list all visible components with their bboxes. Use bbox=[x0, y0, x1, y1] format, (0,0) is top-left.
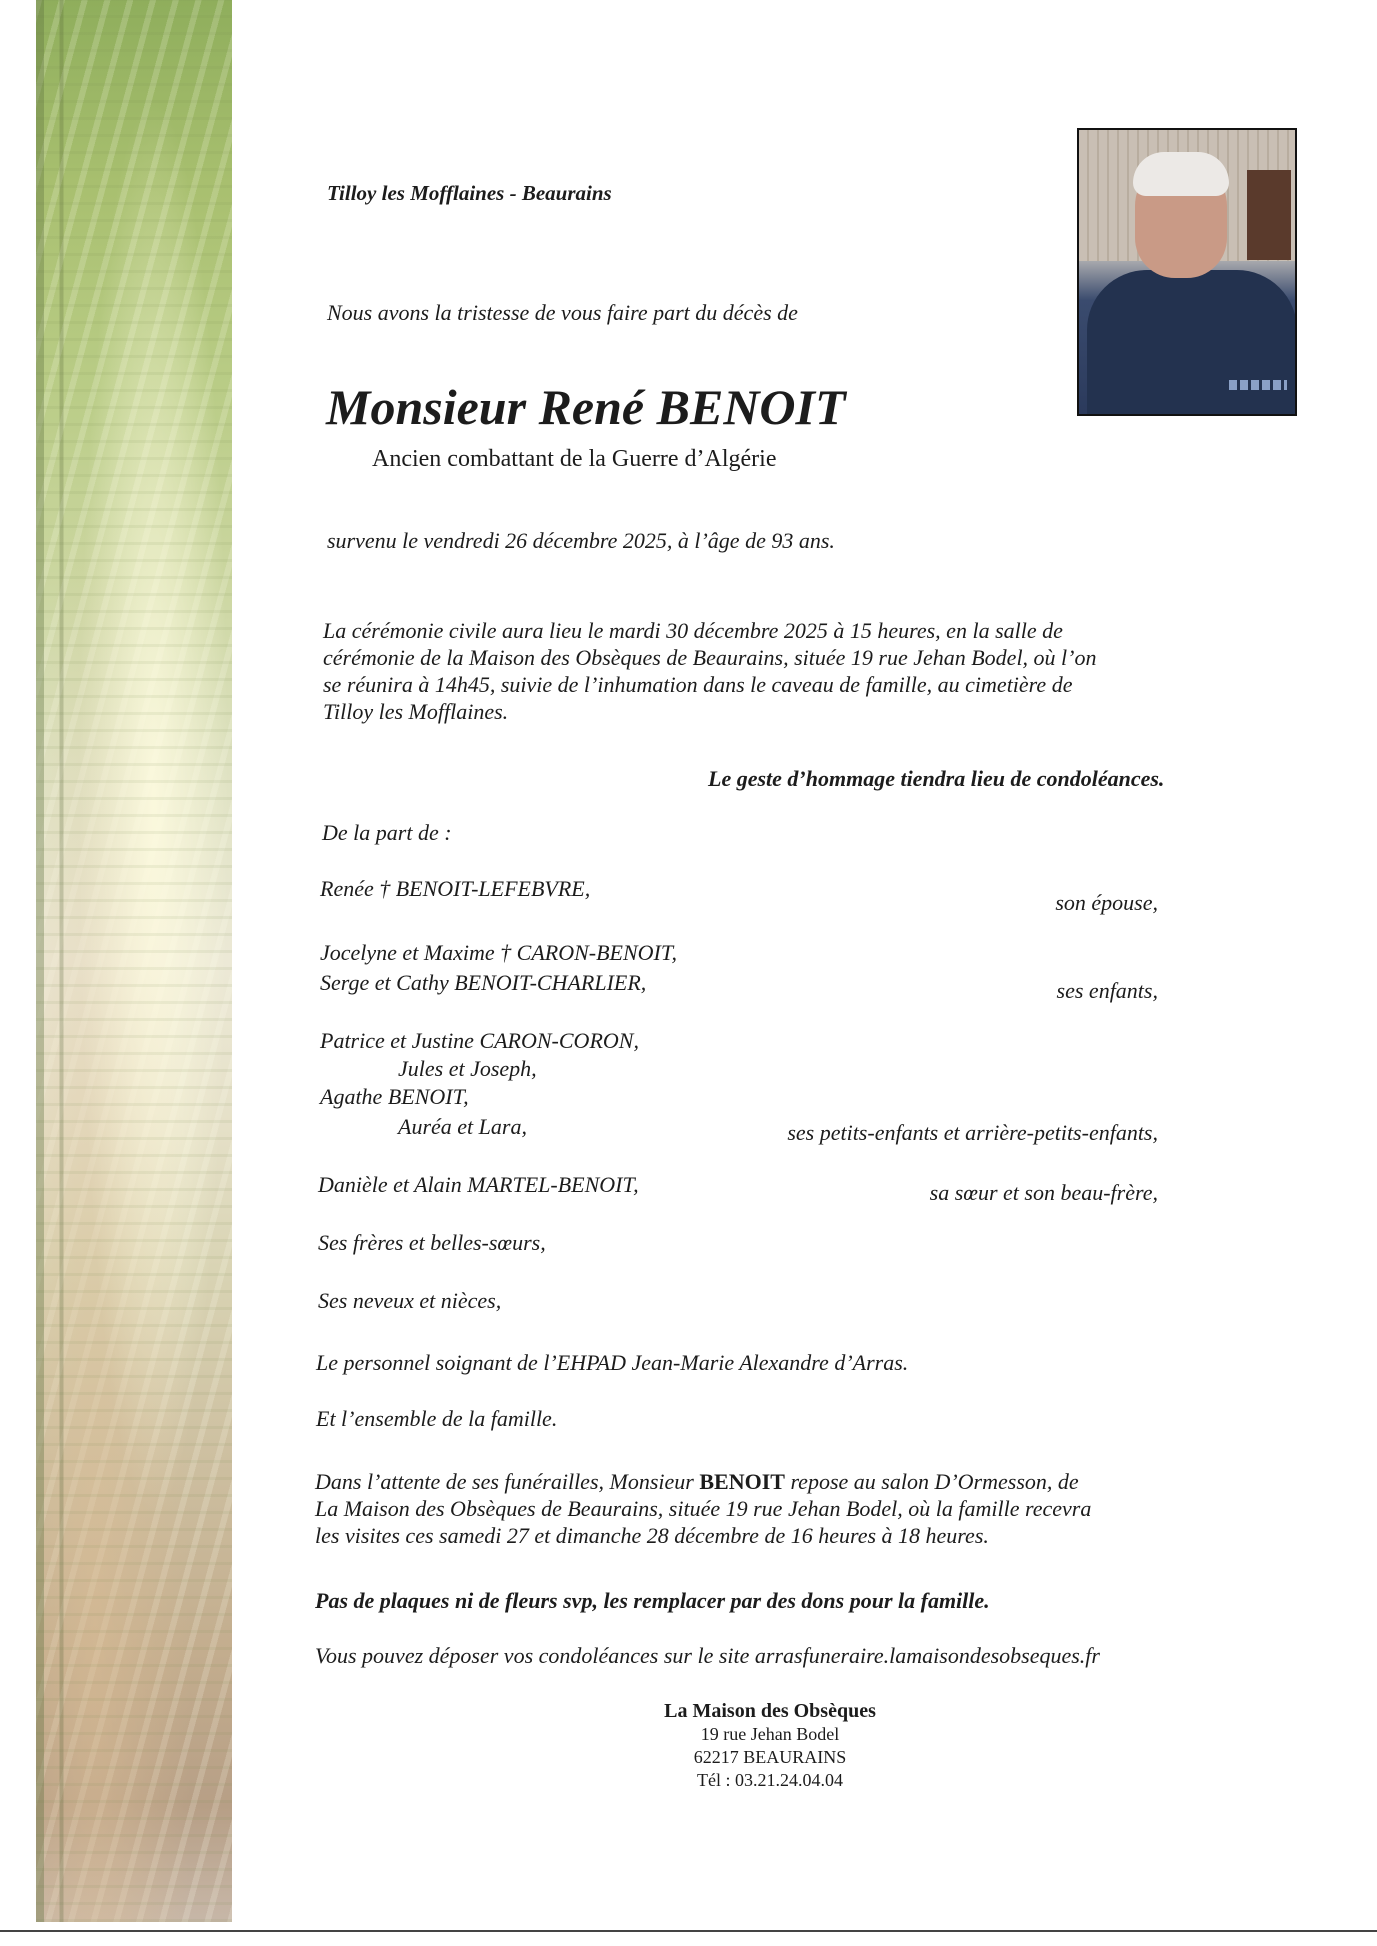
footer-street: 19 rue Jehan Bodel bbox=[700, 1724, 840, 1744]
photo-jacket-stripe bbox=[1229, 380, 1287, 390]
sister-role: sa sœur et son beau-frère, bbox=[929, 1180, 1158, 1205]
bottom-rule bbox=[0, 1930, 1377, 1932]
photo-hair bbox=[1133, 152, 1229, 196]
funeral-home-paragraph bbox=[315, 1468, 1091, 1549]
death-date: survenu le vendredi 26 décembre 2025, à l’âge de 93 ans. bbox=[327, 528, 835, 553]
children-role: ses enfants, bbox=[1056, 978, 1158, 1003]
portrait-photo bbox=[1077, 128, 1297, 416]
grandchildren-line-1: Patrice et Justine CARON-CORON, bbox=[320, 1028, 639, 1053]
funeral-line-3: les visites ces samedi 27 et dimanche 28 décembre de 16 heures à 18 heures. bbox=[315, 1523, 989, 1548]
funeral-home-footer bbox=[560, 1700, 980, 1792]
whole-family: Et l’ensemble de la famille. bbox=[316, 1406, 558, 1431]
photo-window bbox=[1247, 170, 1291, 260]
grandchildren-role: ses petits-enfants et arrière-petits-enfants, bbox=[787, 1120, 1158, 1145]
sister-name: Danièle et Alain MARTEL-BENOIT, bbox=[318, 1172, 639, 1197]
footer-title: La Maison des Obsèques bbox=[664, 1700, 876, 1722]
intro-text: Nous avons la tristesse de vous faire part du décès de bbox=[327, 300, 798, 325]
deceased-subtitle: Ancien combattant de la Guerre d’Algérie bbox=[372, 446, 777, 472]
ceremony-line: se réunira à 14h45, suivie de l’inhumation dans le caveau de famille, au cimetière de bbox=[323, 672, 1073, 697]
nephews-nieces: Ses neveux et nièces, bbox=[318, 1288, 502, 1313]
siblings-in-law: Ses frères et belles-sœurs, bbox=[318, 1230, 546, 1255]
greatgrandchildren-line-2: Auréa et Lara, bbox=[398, 1114, 527, 1139]
children-line-2: Serge et Cathy BENOIT-CHARLIER, bbox=[320, 970, 647, 995]
hommage-note: Le geste d’hommage tiendra lieu de condoléances. bbox=[708, 766, 1165, 791]
photo-jacket bbox=[1087, 270, 1297, 416]
footer-city: 62217 BEAURAINS bbox=[693, 1747, 847, 1767]
ceremony-line: Tilloy les Mofflaines. bbox=[323, 699, 509, 724]
funeral-line-1-end: repose au salon D’Ormesson, de bbox=[784, 1469, 1079, 1494]
forest-side-image bbox=[36, 0, 232, 1922]
deceased-surname: BENOIT bbox=[699, 1469, 785, 1494]
footer-phone: Tél : 03.21.24.04.04 bbox=[697, 1770, 843, 1790]
ceremony-line: cérémonie de la Maison des Obsèques de Beaurains, située 19 rue Jehan Bodel, où l’on bbox=[323, 645, 1097, 670]
funeral-line-1 bbox=[315, 1468, 1091, 1495]
from-label: De la part de : bbox=[322, 820, 452, 845]
ceremony-paragraph bbox=[323, 617, 1097, 725]
care-staff: Le personnel soignant de l’EHPAD Jean-Marie Alexandre d’Arras. bbox=[316, 1350, 909, 1375]
no-flowers-note: Pas de plaques ni de fleurs svp, les remplacer par des dons pour la famille. bbox=[315, 1588, 990, 1613]
spouse-role: son épouse, bbox=[1055, 890, 1158, 915]
condolences-note: Vous pouvez déposer vos condoléances sur le site arrasfuneraire.lamaisondesobseques.fr bbox=[315, 1643, 1100, 1668]
children-line-1: Jocelyne et Maxime † CARON-BENOIT, bbox=[320, 940, 677, 965]
funeral-line-2: La Maison des Obsèques de Beaurains, située 19 rue Jehan Bodel, où la famille recevra bbox=[315, 1496, 1092, 1521]
place-heading: Tilloy les Mofflaines - Beaurains bbox=[327, 181, 612, 205]
ceremony-line: La cérémonie civile aura lieu le mardi 30 décembre 2025 à 15 heures, en la salle de bbox=[323, 618, 1063, 643]
deceased-name: Monsieur René BENOIT bbox=[326, 379, 846, 435]
grandchildren-line-2: Agathe BENOIT, bbox=[320, 1084, 469, 1109]
funeral-line-1-start: Dans l’attente de ses funérailles, Monsieur bbox=[315, 1469, 700, 1494]
greatgrandchildren-line-1: Jules et Joseph, bbox=[398, 1056, 537, 1081]
spouse-name: Renée † BENOIT-LEFEBVRE, bbox=[320, 876, 591, 901]
